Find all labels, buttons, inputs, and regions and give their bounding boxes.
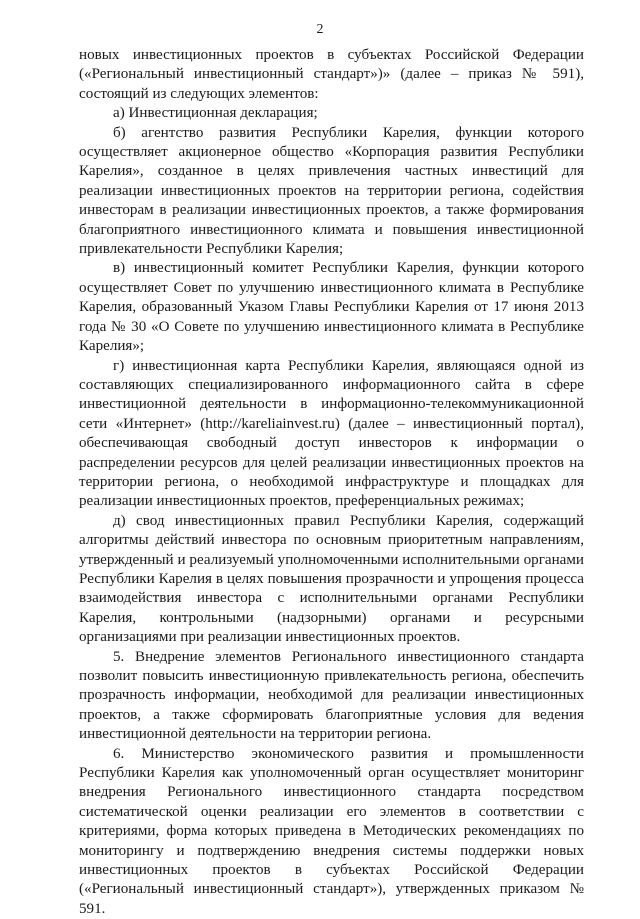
paragraph-5: 5. Внедрение элементов Регионального инвестиционного стандарта позволит повысить инвестиционную привлекательность региона, обеспечить прозрачность информации, необходимой для реализации инвестиционных проектов, а также сформировать благоприятные условия для ведения инвестиционной деятельности на территории региона. (79, 648, 584, 743)
list-item-b: б) агентство развития Республики Карелия, функции которого осуществляет акционерное общество «Корпорация развития Республики Карелия», созданное в целях привлечения частных инвестиций для реализации инвестиционных проектов на территории региона, содействия инвесторам в реализации инвестиционных проектов, а также формирования благоприятного инвестиционного климата и повышения инвестиционной привлекательности Республики Карелия; (79, 124, 584, 258)
paragraph-continuation: новых инвестиционных проектов в субъектах Российской Федерации («Региональный инвестиционный стандарт»)» (далее – приказ № 591), состоящий из следующих элементов: (79, 47, 584, 102)
list-item-a: а) Инвестиционная декларация; (113, 105, 318, 122)
document-body (79, 46, 584, 919)
list-item-g: г) инвестиционная карта Республики Карелия, являющаяся одной из составляющих специализированного информационного сайта в сфере инвестиционной деятельности в информационно-телекоммуникационной сети «Интернет» (http://kareliainvest.ru) (далее – инвестиционный портал), обеспечивающая свободный доступ инвесторов к информации о распределении ресурсов для целей реализации инвестиционных проектов на территории региона, о необходимой инфраструктуре и площадках для реализации инвестиционных проектов, преференциальных режимах; (79, 357, 584, 510)
list-item-d: д) свод инвестиционных правил Республики Карелия, содержащий алгоритмы действий инвестора по основным приоритетным направлениям, утвержденный и реализуемый уполномоченными исполнительными органами Республики Карелия в целях повышения прозрачности и упрощения процесса взаимодействия инвестора с исполнительными органами Республики Карелия, контрольными (надзорными) органами и ресурсными организациями при реализации инвестиционных проектов. (79, 512, 584, 646)
paragraph-6: 6. Министерство экономического развития и промышленности Республики Карелия как уполномоченный орган осуществляет мониторинг внедрения Регионального инвестиционного стандарта посредством систематической оценки реализации его элементов в соответствии с критериями, форма которых приведена в Методических рекомендациях по мониторингу и подтверждению внедрения системы поддержки новых инвестиционных проектов в субъектах Российской Федерации («Региональный инвестиционный стандарт»), утвержденных приказом № 591. (79, 745, 584, 917)
list-item-v: в) инвестиционный комитет Республики Карелия, функции которого осуществляет Совет по улучшению инвестиционного климата в Республике Карелия, образованный Указом Главы Республики Карелия от 17 июня 2013 года № 30 «О Совете по улучшению инвестиционного климата в Республике Карелия»; (79, 260, 584, 355)
page-number: 2 (316, 22, 324, 37)
